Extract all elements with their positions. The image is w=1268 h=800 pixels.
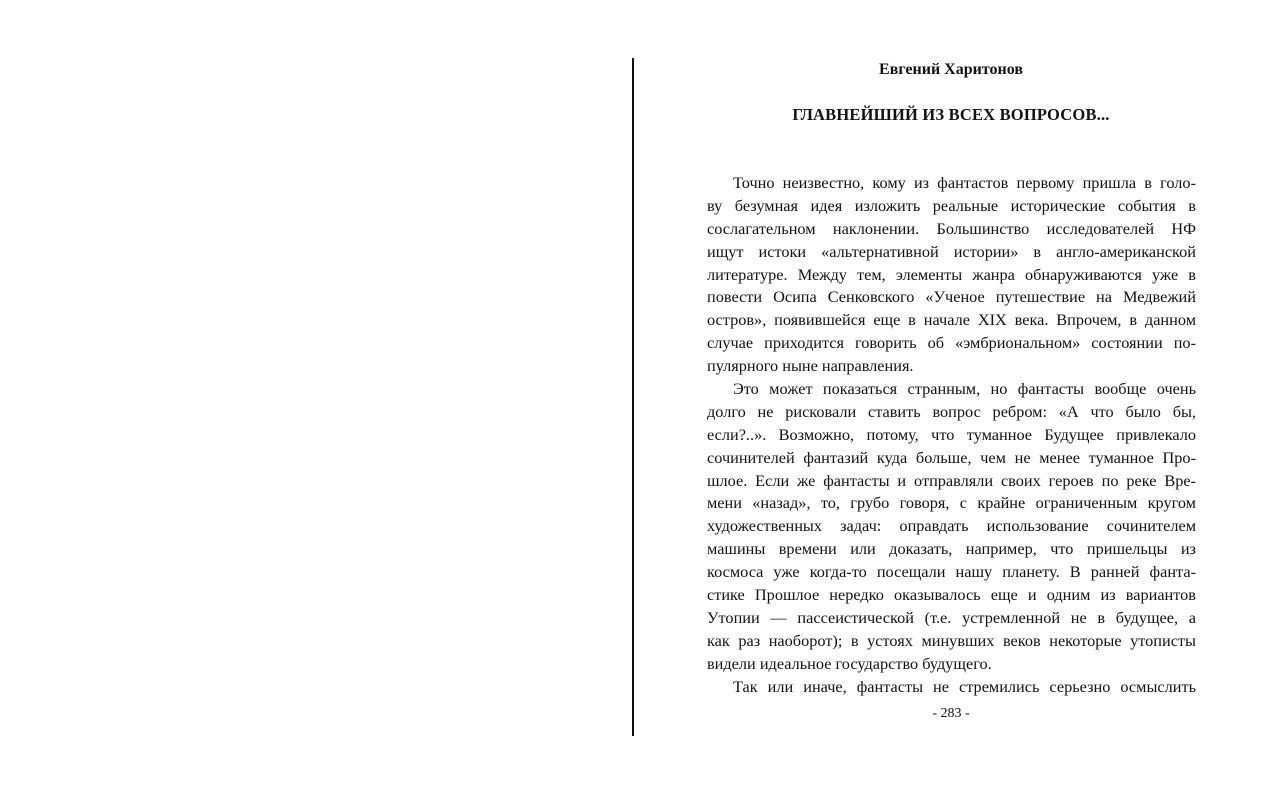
right-page — [634, 0, 1268, 800]
text-line: машины времени или доказать, например, что пришельцы из — [707, 539, 1196, 559]
text-line: ищут истоки «альтернативной истории» в англо-американской — [707, 241, 1196, 261]
text-line: сослагательном наклонении. Большинство исследователей НФ — [707, 218, 1196, 238]
text-line: как раз наоборот); в устоях минувших веков некоторые утописты — [707, 630, 1196, 650]
text-line: сочинителей фантазий куда больше, чем не менее туманное Про- — [707, 447, 1196, 467]
text-line: космоса уже когда-то посещали нашу планету. В ранней фанта- — [707, 562, 1196, 582]
body-text — [707, 172, 1196, 698]
text-line: случае приходится говорить об «эмбриональном» состоянии по- — [707, 333, 1196, 353]
text-line: пулярного ныне направления. — [707, 356, 914, 376]
text-line: видели идеальное государство будущего. — [707, 653, 992, 673]
text-line: остров», появившейся еще в начале XIX века. Впрочем, в данном — [707, 310, 1196, 330]
text-line: Точно неизвестно, кому из фантастов первому пришла в голо- — [733, 173, 1196, 192]
chapter-title: ГЛАВНЕЙШИЙ ИЗ ВСЕХ ВОПРОСОВ... — [792, 105, 1110, 124]
text-line: Это может показаться странным, но фантасты вообще очень — [733, 379, 1196, 399]
text-line: мени «назад», то, грубо говоря, с крайне ограниченным кругом — [707, 493, 1196, 513]
text-line: повести Осипа Сенковского «Ученое путешествие на Медвежий — [707, 287, 1196, 307]
text-line: литературе. Между тем, элементы жанра обнаруживаются уже в — [707, 264, 1196, 284]
text-line: Утопии — пассеистической (т.е. устремленной не в будущее, а — [707, 607, 1196, 627]
text-line: долго не рисковали ставить вопрос ребром: «А что было бы, — [707, 401, 1196, 421]
text-line: ву безумная идея изложить реальные исторические события в — [707, 195, 1196, 215]
text-line: Так или иначе, фантасты не стремились серьезно осмыслить — [733, 676, 1196, 696]
left-page-blank — [0, 0, 633, 800]
text-line: если?..». Возможно, потому, что туманное Будущее привлекало — [707, 424, 1196, 444]
page-number: - 283 - — [932, 706, 970, 721]
author-name: Евгений Харитонов — [879, 61, 1023, 78]
text-line: художественных задач: оправдать использование сочинителем — [707, 516, 1196, 536]
text-line: стике Прошлое нередко оказывалось еще и одним из вариантов — [707, 585, 1196, 605]
text-line: шлое. Если же фантасты и отправляли своих героев по реке Вре- — [707, 470, 1196, 490]
